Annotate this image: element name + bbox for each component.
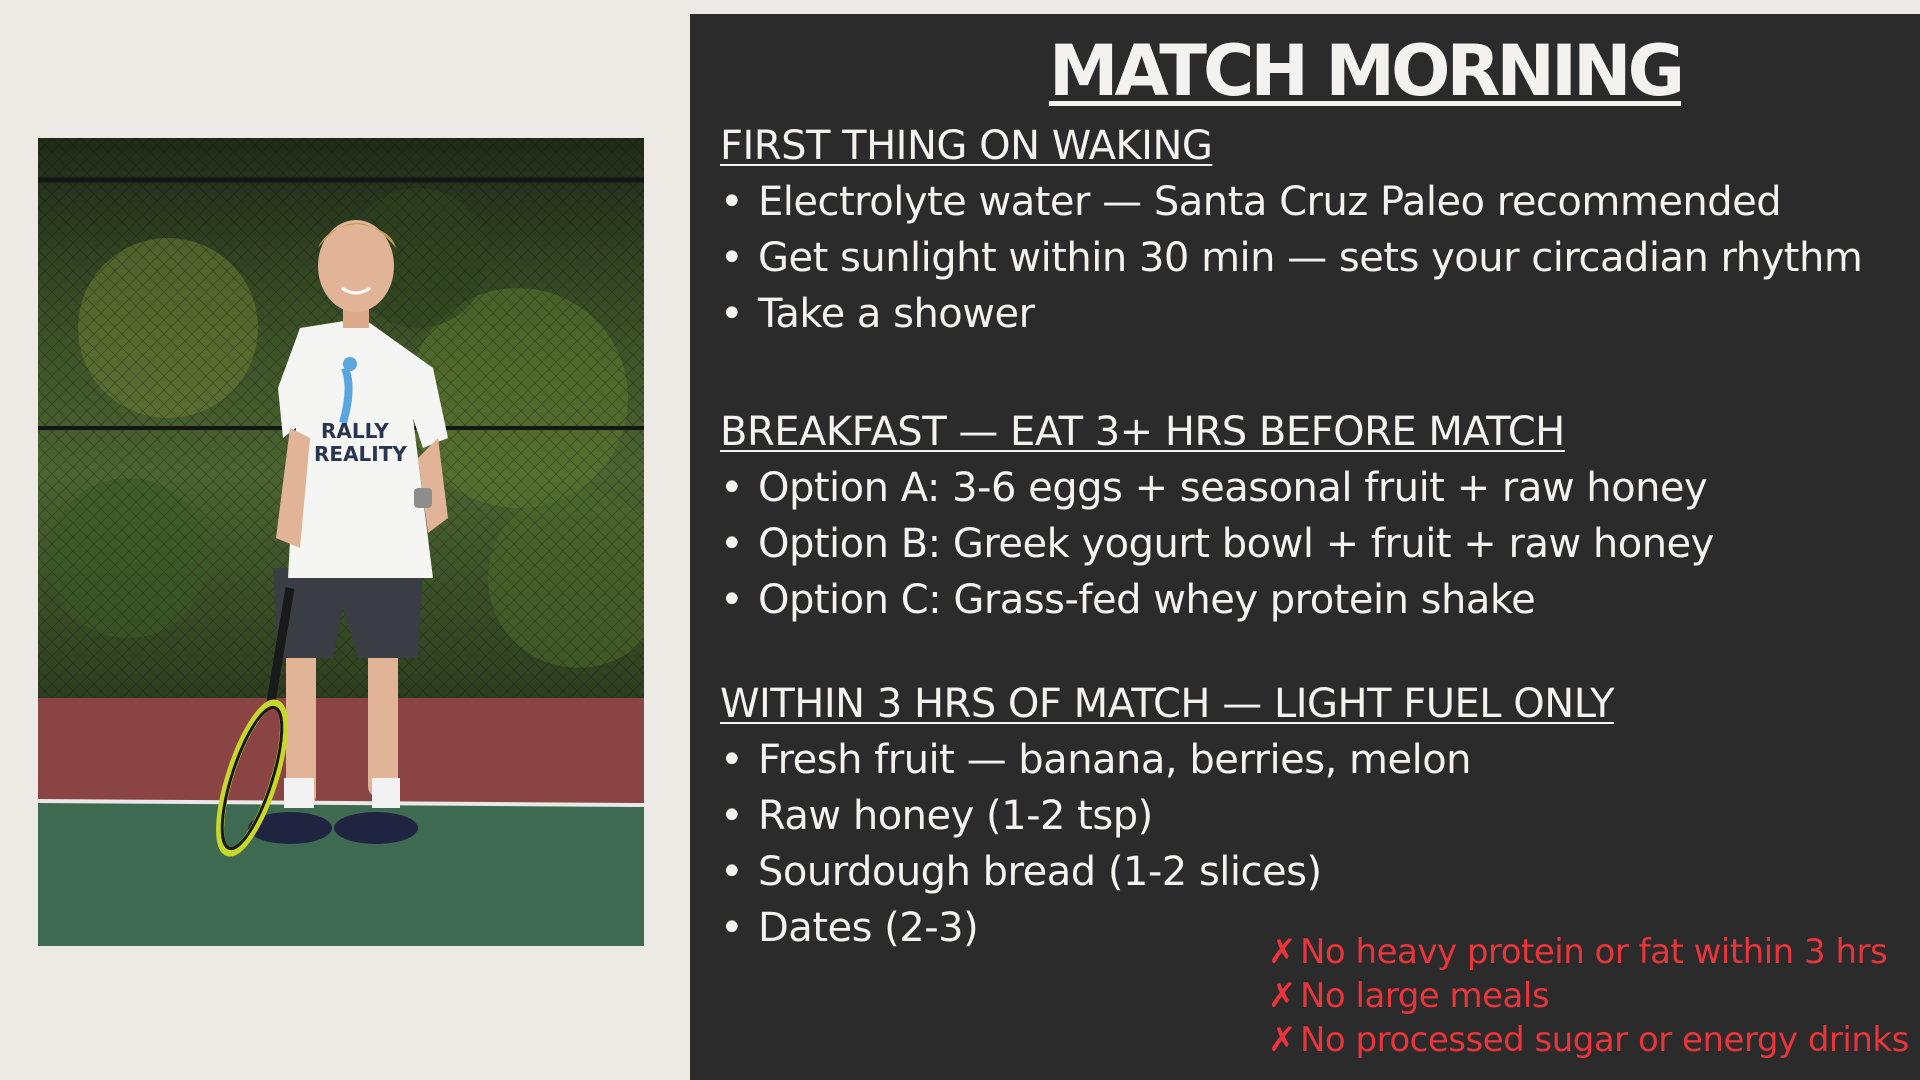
bullet-icon: • [720, 179, 744, 225]
bullet-icon: • [720, 521, 744, 567]
list-item [720, 572, 1714, 628]
cross-mark-icon: ✗ [1268, 976, 1296, 1016]
list-item-text: Option C: Grass-fed whey protein shake [758, 577, 1536, 623]
bullet-icon: • [720, 905, 744, 951]
list-item-text: Take a shower [758, 291, 1035, 337]
list-item-text: Fresh fruit — banana, berries, melon [758, 737, 1472, 783]
tennis-player-photo [38, 138, 644, 946]
list-item-text: Raw honey (1-2 tsp) [758, 793, 1153, 839]
warning-text: No processed sugar or energy drinks [1300, 1020, 1909, 1060]
page-title: MATCH MORNING [1048, 30, 1682, 112]
list-item [720, 286, 1862, 342]
list-item [720, 844, 1614, 900]
list-item-text: Sourdough bread (1-2 slices) [758, 849, 1322, 895]
section-light-fuel [720, 676, 1614, 956]
list-item [720, 460, 1714, 516]
section-heading: WITHIN 3 HRS OF MATCH — LIGHT FUEL ONLY [720, 681, 1615, 727]
warning-item [1268, 1018, 1909, 1062]
content-panel [690, 14, 1920, 1080]
list-item [720, 230, 1862, 286]
list-item [720, 732, 1614, 788]
bullet-icon: • [720, 849, 744, 895]
photo-illustration [38, 138, 644, 946]
bullet-icon: • [720, 793, 744, 839]
bullet-icon: • [720, 235, 744, 281]
warning-item [1268, 974, 1909, 1018]
bullet-icon: • [720, 291, 744, 337]
warning-text: No large meals [1300, 976, 1550, 1016]
warnings-list [1268, 930, 1909, 1062]
list-item [720, 516, 1714, 572]
bullet-icon: • [720, 737, 744, 783]
list-item-text: Electrolyte water — Santa Cruz Paleo recommended [758, 179, 1782, 225]
list-item-text: Option A: 3-6 eggs + seasonal fruit + raw honey [758, 465, 1708, 511]
list-item-text: Dates (2-3) [758, 905, 979, 951]
list-item [720, 788, 1614, 844]
section-breakfast [720, 404, 1714, 628]
list-item-text: Option B: Greek yogurt bowl + fruit + raw honey [758, 521, 1714, 567]
section-first-thing [720, 118, 1862, 342]
list-item-text: Get sunlight within 30 min — sets your circadian rhythm [758, 235, 1863, 281]
section-heading: FIRST THING ON WAKING [720, 123, 1213, 169]
warning-text: No heavy protein or fat within 3 hrs [1300, 932, 1888, 972]
shirt-text-line2: REALITY [314, 442, 407, 466]
section-heading: BREAKFAST — EAT 3+ HRS BEFORE MATCH [720, 409, 1565, 455]
bullet-icon: • [720, 577, 744, 623]
list-item [720, 174, 1862, 230]
warning-item [1268, 930, 1909, 974]
shirt-text-line1: RALLY [321, 419, 389, 443]
bullet-icon: • [720, 465, 744, 511]
cross-mark-icon: ✗ [1268, 1020, 1296, 1060]
cross-mark-icon: ✗ [1268, 932, 1296, 972]
